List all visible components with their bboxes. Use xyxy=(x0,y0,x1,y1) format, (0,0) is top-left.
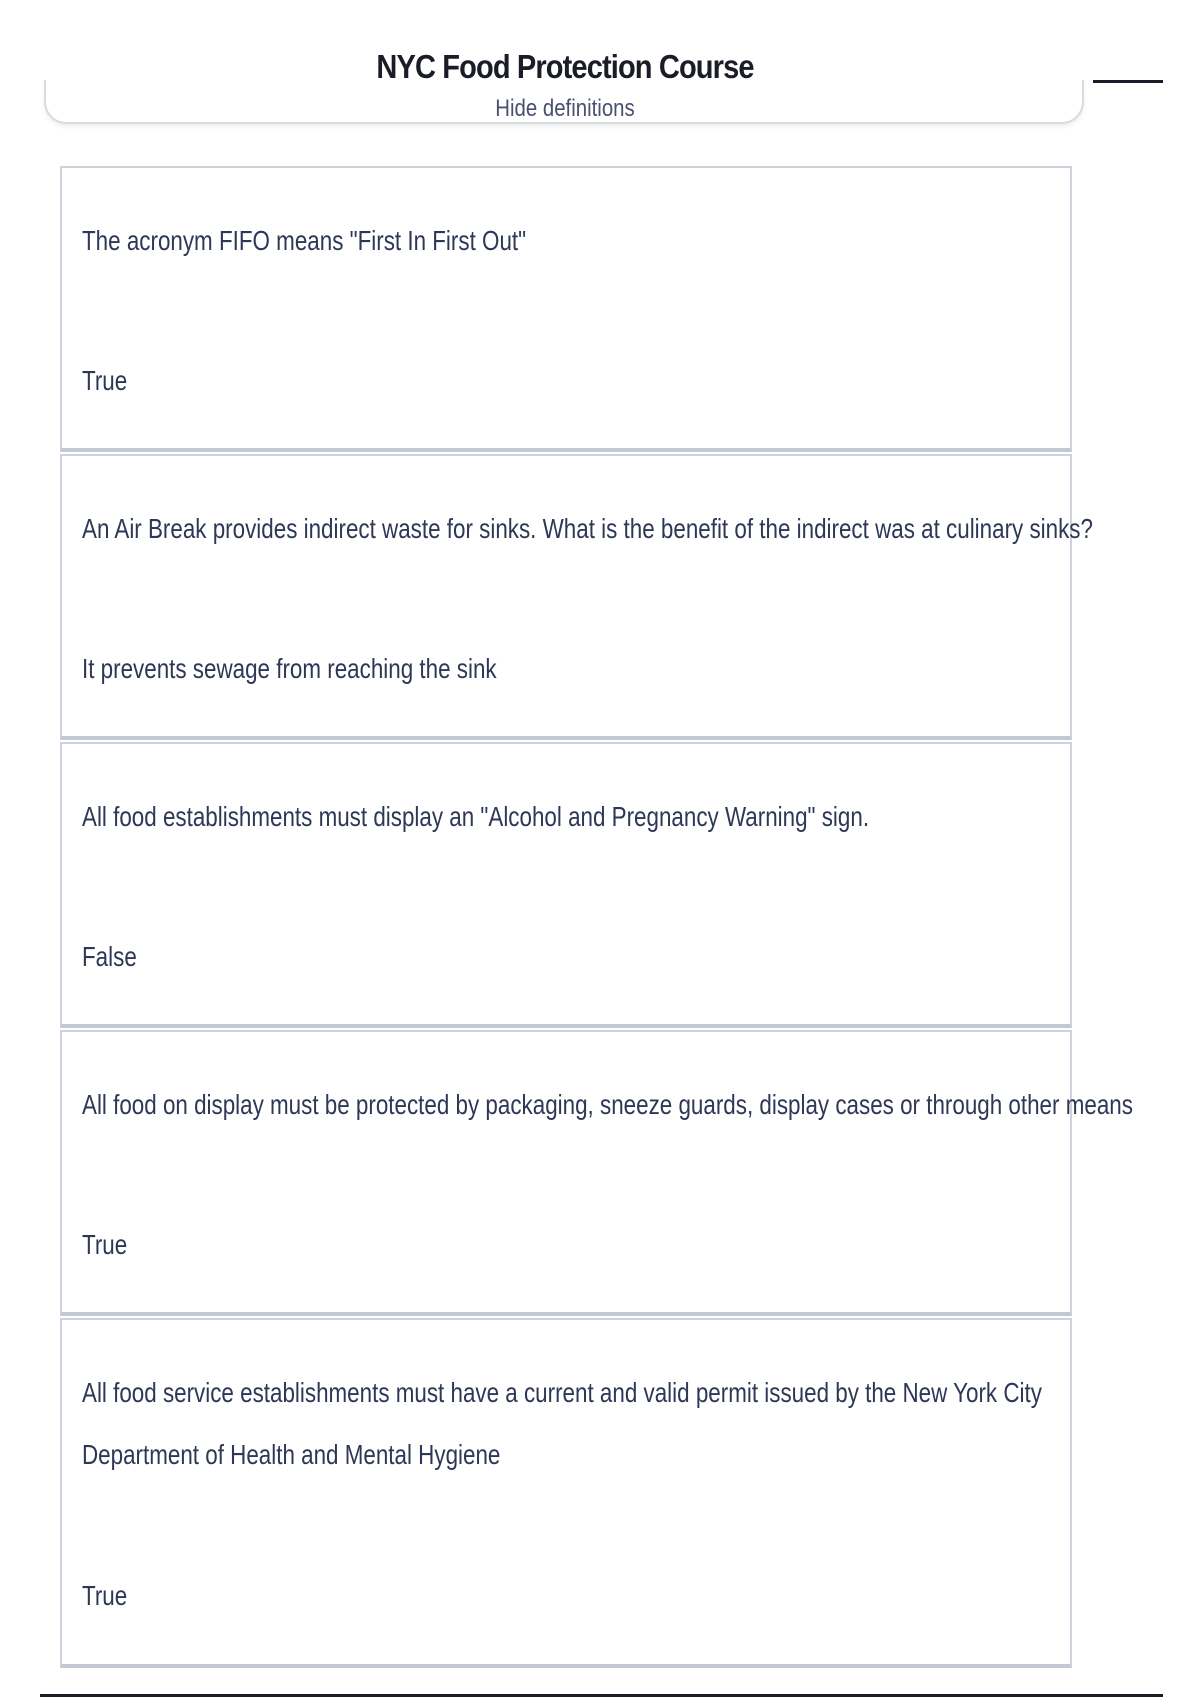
term-card[interactable] xyxy=(60,454,1093,740)
term-card[interactable] xyxy=(60,1318,1072,1668)
term-text: All food service establishments must have a current and valid permit issued by the New York City Department of Health and Mental Hygiene xyxy=(82,1377,1042,1470)
definition-text: False xyxy=(82,941,137,972)
set-header xyxy=(0,0,1200,140)
definition-text: True xyxy=(82,365,128,396)
term-card[interactable] xyxy=(60,166,1072,452)
term-text: The acronym FIFO means "First In First Out" xyxy=(82,225,527,256)
term-card[interactable] xyxy=(60,1030,1133,1316)
header-divider xyxy=(1093,80,1163,83)
term-text: All food on display must be protected by packaging, sneeze guards, display cases or through other means xyxy=(82,1089,1133,1120)
definition-text: True xyxy=(82,1580,128,1611)
term-list xyxy=(60,166,1133,1670)
page-title: NYC Food Protection Course xyxy=(376,48,754,85)
definition-text: True xyxy=(82,1229,128,1260)
term-card[interactable] xyxy=(60,742,1072,1028)
hide-definitions-toggle[interactable]: Hide definitions xyxy=(495,95,635,122)
definition-text: It prevents sewage from reaching the sink xyxy=(82,653,497,684)
term-text: An Air Break provides indirect waste for sinks. What is the benefit of the indirect was at culinary sinks? xyxy=(82,513,1093,544)
term-text: All food establishments must display an "Alcohol and Pregnancy Warning" sign. xyxy=(82,801,870,832)
bottom-divider xyxy=(40,1694,1163,1697)
